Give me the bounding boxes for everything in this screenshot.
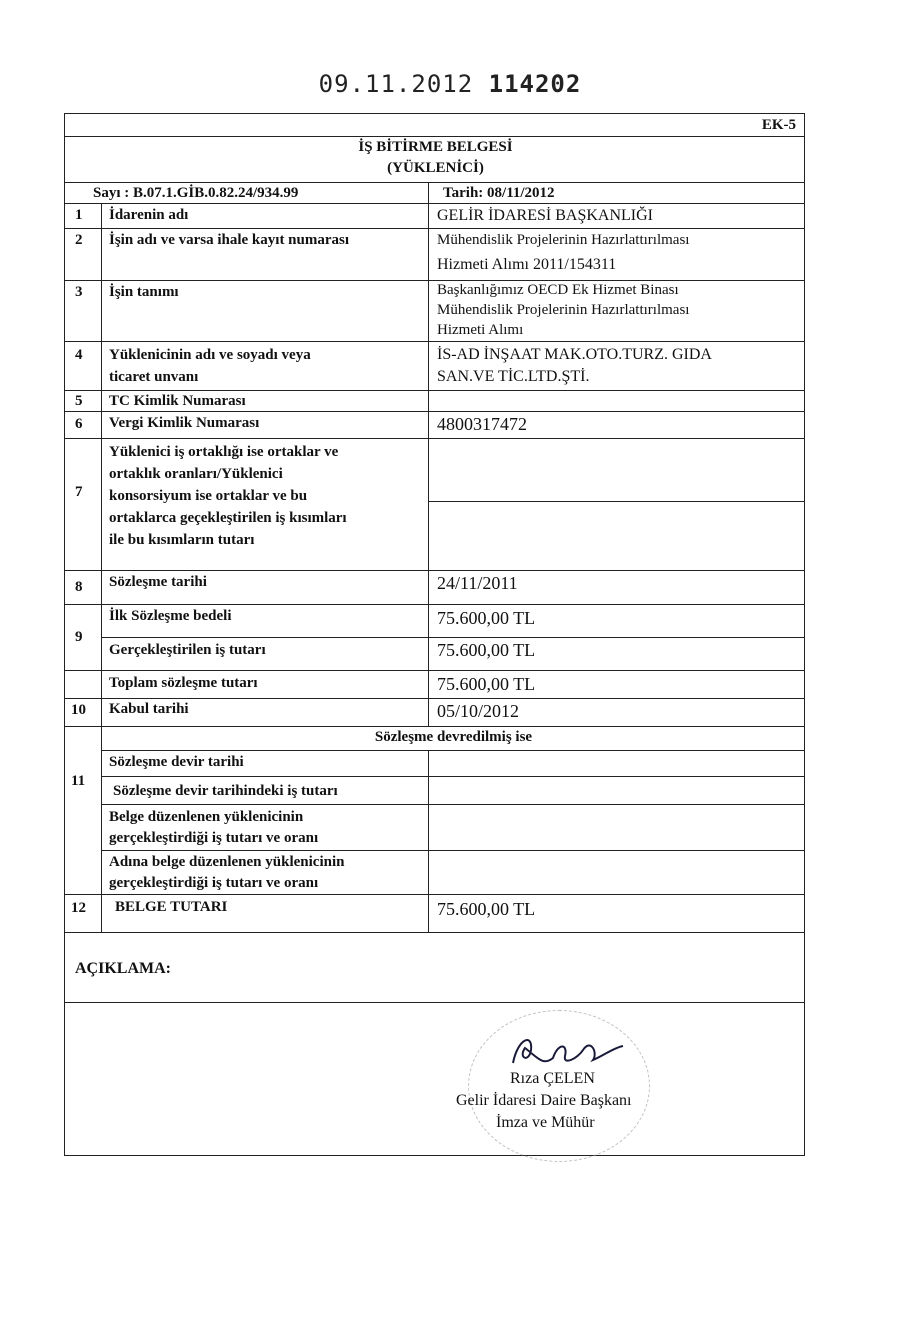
row-label: Sözleşme devir tarihi [109,754,244,770]
row-number: 4 [75,347,83,363]
row-number: 9 [75,629,83,645]
row-number: 10 [71,702,86,718]
row-number: 6 [75,416,83,432]
row-number: 12 [71,900,86,916]
reference-number: Sayı : B.07.1.GİB.0.82.24/934.99 [93,185,299,201]
row-value: Mühendislik Projelerinin Hazırlattırılması [437,232,690,248]
document-date: Tarih: 08/11/2012 [443,185,555,201]
annex-label: EK-5 [761,117,796,133]
row-label: Sözleşme devir tarihindeki iş tutarı [113,783,338,799]
row-value: GELİR İDARESİ BAŞKANLIĞI [437,207,653,224]
row-number: 3 [75,284,83,300]
row-value: Hizmeti Alımı 2011/154311 [437,256,617,273]
row-label: Kabul tarihi [109,701,189,717]
row-label: konsorsiyum ise ortaklar ve bu [109,488,308,504]
row-value: 4800317472 [437,414,527,434]
row-label: Toplam sözleşme tutarı [109,675,258,691]
row-label: İdarenin adı [109,207,189,223]
row-label: ortaklık oranları/Yüklenici [109,466,283,482]
signer-name: Rıza ÇELEN [510,1070,595,1087]
row-number: 8 [75,579,83,595]
row-number: 2 [75,232,83,248]
signature-note: İmza ve Mühür [496,1114,595,1131]
row-number: 7 [75,484,83,500]
row-value: Mühendislik Projelerinin Hazırlattırılması [437,302,690,318]
signature-block [448,1010,708,1170]
document-title: İŞ BİTİRME BELGESİ [358,139,513,155]
explanation-label: AÇIKLAMA: [75,960,171,977]
row-label: Sözleşme tarihi [109,574,207,590]
section-header: Sözleşme devredilmiş ise [374,729,533,745]
row-value: 75.600,00 TL [437,608,536,628]
receipt-stamp [0,70,900,98]
row-value: İS-AD İNŞAAT MAK.OTO.TURZ. GIDA [437,346,712,363]
row-value: Başkanlığımız OECD Ek Hizmet Binası [437,282,679,298]
row-value: SAN.VE TİC.LTD.ŞTİ. [437,368,590,385]
row-label: Gerçekleştirilen iş tutarı [109,642,266,658]
row-label: Vergi Kimlik Numarası [109,415,260,431]
row-label: İlk Sözleşme bedeli [109,608,232,624]
row-label: ticaret unvanı [109,369,199,385]
row-label: Yüklenici iş ortaklığı ise ortaklar ve [109,444,339,460]
signer-title: Gelir İdaresi Daire Başkanı [456,1092,632,1109]
row-label: ortaklarca geçekleştirilen iş kısımları [109,510,347,526]
row-value: 75.600,00 TL [437,899,536,919]
row-label: ile bu kısımların tutarı [109,532,255,548]
row-label: Adına belge düzenlenen yüklenicinin [109,854,345,870]
row-label: Belge düzenlenen yüklenicinin [109,809,304,825]
row-label: gerçekleştirdiği iş tutarı ve oranı [109,875,319,891]
row-value: Hizmeti Alımı [437,322,524,338]
row-label: İşin tanımı [109,284,179,300]
document-subtitle: (YÜKLENİCİ) [387,160,484,176]
row-value: 24/11/2011 [437,573,518,593]
row-label: Yüklenicinin adı ve soyadı veya [109,347,311,363]
row-number: 11 [71,773,86,789]
row-label: TC Kimlik Numarası [109,393,246,409]
row-label: gerçekleştirdiği iş tutarı ve oranı [109,830,319,846]
row-value: 75.600,00 TL [437,674,536,694]
stamp-number: 114202 [488,70,582,98]
row-number: 5 [75,393,83,409]
row-label: BELGE TUTARI [115,899,228,915]
row-number: 1 [75,207,83,223]
stamp-date: 09.11.2012 [318,70,474,98]
row-label: İşin adı ve varsa ihale kayıt numarası [109,232,350,248]
row-value: 75.600,00 TL [437,640,536,660]
row-value: 05/10/2012 [437,701,520,721]
certificate-form [64,113,805,1156]
